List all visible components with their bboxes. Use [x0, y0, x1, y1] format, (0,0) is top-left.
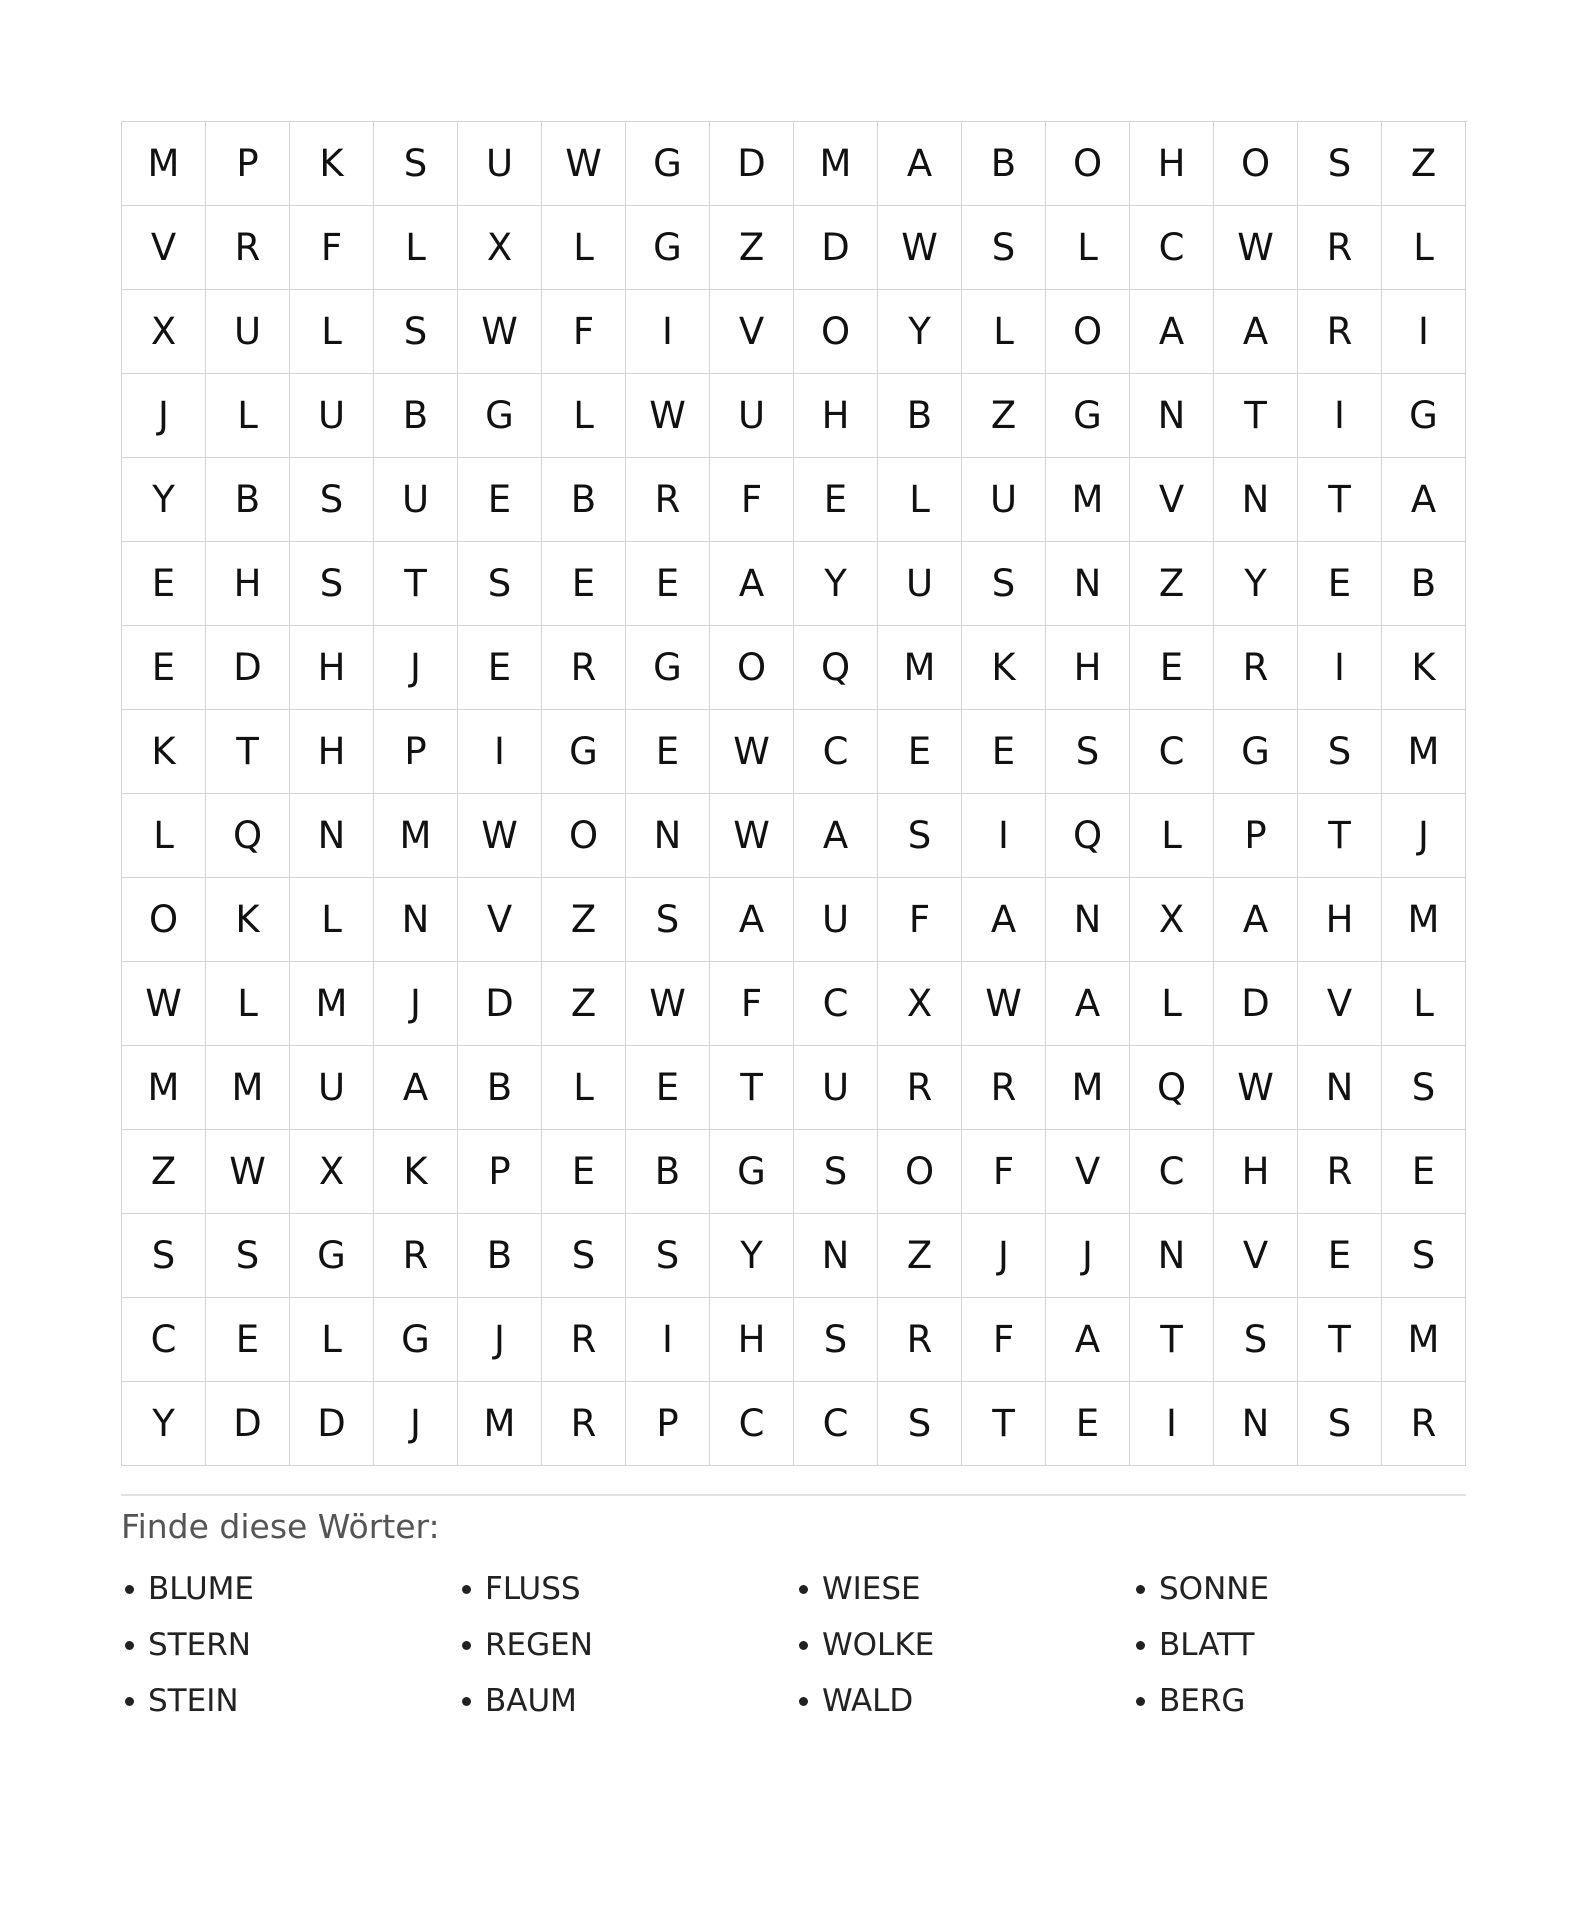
grid-cell[interactable]: U: [458, 122, 542, 206]
word-label: WOLKE: [822, 1627, 935, 1663]
grid-cell[interactable]: W: [542, 122, 626, 206]
grid-cell[interactable]: X: [122, 290, 206, 374]
grid-cell[interactable]: S: [794, 1130, 878, 1214]
grid-cell[interactable]: D: [206, 626, 290, 710]
grid-cell[interactable]: U: [794, 878, 878, 962]
grid-cell[interactable]: R: [542, 626, 626, 710]
bullet-icon: [125, 1641, 134, 1650]
grid-cell[interactable]: Z: [710, 206, 794, 290]
grid-cell[interactable]: C: [794, 710, 878, 794]
grid-cell[interactable]: Z: [1382, 122, 1466, 206]
grid-cell[interactable]: N: [626, 794, 710, 878]
grid-cell[interactable]: Z: [1130, 542, 1214, 626]
grid-cell[interactable]: N: [794, 1214, 878, 1298]
grid-cell[interactable]: G: [290, 1214, 374, 1298]
grid-cell[interactable]: G: [710, 1130, 794, 1214]
grid-cell[interactable]: C: [710, 1382, 794, 1466]
grid-cell[interactable]: W: [458, 794, 542, 878]
grid-cell[interactable]: O: [794, 290, 878, 374]
grid-cell[interactable]: L: [542, 374, 626, 458]
grid-cell[interactable]: E: [122, 626, 206, 710]
grid-cell[interactable]: C: [1130, 206, 1214, 290]
bullet-icon: [1136, 1641, 1145, 1650]
bullet-icon: [125, 1697, 134, 1706]
grid-cell[interactable]: S: [290, 458, 374, 542]
grid-cell[interactable]: I: [626, 1298, 710, 1382]
grid-cell[interactable]: V: [1130, 458, 1214, 542]
word-label: WALD: [822, 1683, 914, 1719]
grid-cell[interactable]: B: [962, 122, 1046, 206]
grid-cell[interactable]: L: [290, 290, 374, 374]
grid-cell[interactable]: D: [206, 1382, 290, 1466]
grid-cell[interactable]: L: [206, 374, 290, 458]
grid-cell[interactable]: K: [962, 626, 1046, 710]
grid-cell[interactable]: M: [374, 794, 458, 878]
grid-cell[interactable]: K: [206, 878, 290, 962]
grid-cell[interactable]: G: [626, 626, 710, 710]
grid-cell[interactable]: K: [122, 710, 206, 794]
grid-cell[interactable]: A: [374, 1046, 458, 1130]
grid-cell[interactable]: L: [374, 206, 458, 290]
grid-cell[interactable]: S: [1382, 1046, 1466, 1130]
word-list-item: [1132, 1683, 1469, 1719]
grid-cell[interactable]: R: [1298, 290, 1382, 374]
grid-cell[interactable]: I: [626, 290, 710, 374]
grid-cell[interactable]: M: [206, 1046, 290, 1130]
grid-cell[interactable]: R: [878, 1046, 962, 1130]
grid-cell[interactable]: S: [626, 878, 710, 962]
grid-cell[interactable]: J: [1382, 794, 1466, 878]
grid-cell[interactable]: L: [542, 1046, 626, 1130]
grid-cell[interactable]: V: [1214, 1214, 1298, 1298]
bullet-icon: [799, 1585, 808, 1594]
bullet-icon: [1136, 1697, 1145, 1706]
grid-cell[interactable]: L: [542, 206, 626, 290]
grid-cell[interactable]: G: [1214, 710, 1298, 794]
grid-cell[interactable]: O: [1214, 122, 1298, 206]
grid-cell[interactable]: H: [710, 1298, 794, 1382]
grid-cell[interactable]: W: [1214, 1046, 1298, 1130]
grid-cell[interactable]: R: [878, 1298, 962, 1382]
grid-cell[interactable]: R: [1214, 626, 1298, 710]
grid-cell[interactable]: K: [290, 122, 374, 206]
grid-cell[interactable]: E: [794, 458, 878, 542]
grid-cell[interactable]: N: [1130, 1214, 1214, 1298]
grid-cell[interactable]: F: [962, 1130, 1046, 1214]
grid-cell[interactable]: V: [1046, 1130, 1130, 1214]
grid-cell[interactable]: W: [878, 206, 962, 290]
bullet-icon: [462, 1585, 471, 1594]
grid-cell[interactable]: E: [626, 542, 710, 626]
grid-cell[interactable]: E: [626, 710, 710, 794]
grid-cell[interactable]: Z: [878, 1214, 962, 1298]
grid-cell[interactable]: F: [290, 206, 374, 290]
grid-cell[interactable]: W: [710, 794, 794, 878]
grid-cell[interactable]: E: [1298, 1214, 1382, 1298]
bullet-icon: [125, 1585, 134, 1594]
grid-cell[interactable]: V: [710, 290, 794, 374]
grid-cell[interactable]: C: [794, 962, 878, 1046]
grid-cell[interactable]: V: [122, 206, 206, 290]
word-search-page: [121, 121, 1463, 1719]
grid-cell[interactable]: C: [1130, 1130, 1214, 1214]
grid-cell[interactable]: A: [1046, 962, 1130, 1046]
grid-cell[interactable]: B: [458, 1046, 542, 1130]
grid-cell[interactable]: H: [290, 710, 374, 794]
grid-cell[interactable]: O: [122, 878, 206, 962]
grid-cell[interactable]: M: [878, 626, 962, 710]
grid-cell[interactable]: S: [626, 1214, 710, 1298]
grid-cell[interactable]: E: [542, 542, 626, 626]
grid-cell[interactable]: W: [122, 962, 206, 1046]
grid-cell[interactable]: S: [1298, 710, 1382, 794]
word-list-item: [1132, 1627, 1469, 1663]
grid-cell[interactable]: G: [1382, 374, 1466, 458]
grid-cell[interactable]: D: [1214, 962, 1298, 1046]
grid-cell[interactable]: L: [962, 290, 1046, 374]
grid-cell[interactable]: J: [374, 962, 458, 1046]
grid-cell[interactable]: T: [1298, 794, 1382, 878]
grid-cell[interactable]: T: [374, 542, 458, 626]
grid-cell[interactable]: T: [1298, 1298, 1382, 1382]
grid-cell[interactable]: A: [878, 122, 962, 206]
grid-cell[interactable]: W: [626, 374, 710, 458]
grid-cell[interactable]: S: [794, 1298, 878, 1382]
grid-cell[interactable]: A: [1382, 458, 1466, 542]
grid-cell[interactable]: N: [1214, 1382, 1298, 1466]
word-list: [121, 1571, 1463, 1719]
grid-cell[interactable]: R: [374, 1214, 458, 1298]
grid-cell[interactable]: F: [878, 878, 962, 962]
grid-cell[interactable]: B: [458, 1214, 542, 1298]
grid-cell[interactable]: N: [1214, 458, 1298, 542]
grid-cell[interactable]: R: [1382, 1382, 1466, 1466]
grid-cell[interactable]: U: [962, 458, 1046, 542]
grid-cell[interactable]: E: [542, 1130, 626, 1214]
grid-cell[interactable]: A: [710, 878, 794, 962]
grid-cell[interactable]: Y: [878, 290, 962, 374]
grid-cell[interactable]: A: [1214, 290, 1298, 374]
word-label: FLUSS: [485, 1571, 581, 1607]
grid-cell[interactable]: H: [1214, 1130, 1298, 1214]
grid-cell[interactable]: C: [1130, 710, 1214, 794]
word-label: SONNE: [1159, 1571, 1270, 1607]
grid-cell[interactable]: M: [122, 122, 206, 206]
grid-cell[interactable]: K: [374, 1130, 458, 1214]
grid-cell[interactable]: P: [626, 1382, 710, 1466]
grid-cell[interactable]: O: [878, 1130, 962, 1214]
letter-grid: [121, 121, 1467, 1466]
grid-cell[interactable]: B: [542, 458, 626, 542]
grid-cell[interactable]: W: [206, 1130, 290, 1214]
grid-cell[interactable]: D: [458, 962, 542, 1046]
grid-cell[interactable]: I: [458, 710, 542, 794]
grid-cell[interactable]: Q: [794, 626, 878, 710]
grid-cell[interactable]: I: [962, 794, 1046, 878]
grid-cell[interactable]: E: [1298, 542, 1382, 626]
grid-cell[interactable]: H: [1046, 626, 1130, 710]
grid-cell[interactable]: E: [458, 626, 542, 710]
grid-cell[interactable]: G: [626, 206, 710, 290]
word-label: REGEN: [485, 1627, 593, 1663]
grid-cell[interactable]: U: [206, 290, 290, 374]
grid-cell[interactable]: N: [290, 794, 374, 878]
grid-cell[interactable]: S: [1046, 710, 1130, 794]
grid-cell[interactable]: T: [962, 1382, 1046, 1466]
word-label: BLATT: [1159, 1627, 1255, 1663]
bullet-icon: [799, 1641, 808, 1650]
grid-cell[interactable]: U: [290, 374, 374, 458]
grid-cell[interactable]: H: [290, 626, 374, 710]
grid-cell[interactable]: B: [206, 458, 290, 542]
word-list-item: [121, 1571, 458, 1607]
grid-cell[interactable]: S: [1214, 1298, 1298, 1382]
grid-cell[interactable]: N: [1046, 542, 1130, 626]
word-label: BAUM: [485, 1683, 577, 1719]
grid-cell[interactable]: I: [1382, 290, 1466, 374]
word-list-item: [121, 1627, 458, 1663]
grid-cell[interactable]: A: [1130, 290, 1214, 374]
grid-cell[interactable]: Z: [542, 962, 626, 1046]
grid-cell[interactable]: U: [710, 374, 794, 458]
word-label: BLUME: [148, 1571, 255, 1607]
grid-cell[interactable]: X: [290, 1130, 374, 1214]
grid-cell[interactable]: E: [878, 710, 962, 794]
word-list-item: [795, 1571, 1132, 1607]
grid-cell[interactable]: A: [710, 542, 794, 626]
grid-cell[interactable]: S: [878, 794, 962, 878]
grid-cell[interactable]: T: [1298, 458, 1382, 542]
grid-cell[interactable]: O: [710, 626, 794, 710]
word-label: STEIN: [148, 1683, 239, 1719]
grid-cell[interactable]: P: [1214, 794, 1298, 878]
grid-cell[interactable]: G: [626, 122, 710, 206]
grid-cell[interactable]: G: [458, 374, 542, 458]
grid-cell[interactable]: M: [1046, 458, 1130, 542]
grid-cell[interactable]: N: [1298, 1046, 1382, 1130]
grid-cell[interactable]: D: [794, 206, 878, 290]
grid-cell[interactable]: E: [122, 542, 206, 626]
grid-cell[interactable]: B: [1382, 542, 1466, 626]
word-list-item: [795, 1627, 1132, 1663]
grid-cell[interactable]: N: [1130, 374, 1214, 458]
grid-cell[interactable]: T: [206, 710, 290, 794]
grid-cell[interactable]: P: [206, 122, 290, 206]
grid-cell[interactable]: X: [458, 206, 542, 290]
grid-cell[interactable]: H: [1298, 878, 1382, 962]
grid-cell[interactable]: M: [122, 1046, 206, 1130]
grid-cell[interactable]: M: [1382, 1298, 1466, 1382]
grid-cell[interactable]: Y: [1214, 542, 1298, 626]
grid-cell[interactable]: U: [374, 458, 458, 542]
grid-cell[interactable]: E: [1046, 1382, 1130, 1466]
grid-cell[interactable]: W: [1214, 206, 1298, 290]
grid-cell[interactable]: Z: [542, 878, 626, 962]
word-list-item: [1132, 1571, 1469, 1607]
grid-cell[interactable]: S: [962, 542, 1046, 626]
grid-cell[interactable]: S: [542, 1214, 626, 1298]
grid-cell[interactable]: J: [374, 626, 458, 710]
grid-cell[interactable]: P: [458, 1130, 542, 1214]
grid-cell[interactable]: W: [710, 710, 794, 794]
grid-cell[interactable]: S: [290, 542, 374, 626]
grid-cell[interactable]: A: [962, 878, 1046, 962]
grid-cell[interactable]: J: [1046, 1214, 1130, 1298]
word-label: BERG: [1159, 1683, 1246, 1719]
grid-cell[interactable]: B: [878, 374, 962, 458]
bullet-icon: [462, 1697, 471, 1706]
grid-cell[interactable]: E: [458, 458, 542, 542]
grid-cell[interactable]: E: [206, 1298, 290, 1382]
grid-cell[interactable]: H: [794, 374, 878, 458]
grid-cell[interactable]: F: [962, 1298, 1046, 1382]
grid-cell[interactable]: E: [1130, 626, 1214, 710]
word-list-item: [458, 1683, 795, 1719]
grid-cell[interactable]: M: [290, 962, 374, 1046]
grid-cell[interactable]: Z: [122, 1130, 206, 1214]
grid-cell[interactable]: L: [1382, 962, 1466, 1046]
grid-cell[interactable]: L: [1382, 206, 1466, 290]
grid-cell[interactable]: R: [206, 206, 290, 290]
grid-cell[interactable]: D: [710, 122, 794, 206]
grid-cell[interactable]: A: [1214, 878, 1298, 962]
grid-cell[interactable]: I: [1298, 374, 1382, 458]
word-label: STERN: [148, 1627, 251, 1663]
grid-cell[interactable]: F: [710, 458, 794, 542]
grid-cell[interactable]: U: [290, 1046, 374, 1130]
grid-cell[interactable]: S: [374, 122, 458, 206]
grid-cell[interactable]: M: [458, 1382, 542, 1466]
grid-cell[interactable]: L: [290, 1298, 374, 1382]
grid-cell[interactable]: Y: [122, 1382, 206, 1466]
grid-cell[interactable]: R: [542, 1382, 626, 1466]
grid-cell[interactable]: M: [794, 122, 878, 206]
divider: [121, 1494, 1466, 1496]
grid-cell[interactable]: R: [962, 1046, 1046, 1130]
grid-cell[interactable]: J: [458, 1298, 542, 1382]
grid-cell[interactable]: L: [878, 458, 962, 542]
grid-cell[interactable]: Y: [122, 458, 206, 542]
grid-cell[interactable]: W: [458, 290, 542, 374]
grid-cell[interactable]: Q: [1046, 794, 1130, 878]
grid-cell[interactable]: M: [1382, 878, 1466, 962]
grid-cell[interactable]: U: [878, 542, 962, 626]
grid-cell[interactable]: N: [1046, 878, 1130, 962]
grid-cell[interactable]: L: [1130, 794, 1214, 878]
grid-cell[interactable]: A: [1046, 1298, 1130, 1382]
grid-cell[interactable]: P: [374, 710, 458, 794]
grid-cell[interactable]: W: [962, 962, 1046, 1046]
bullet-icon: [1136, 1585, 1145, 1594]
grid-cell[interactable]: M: [1046, 1046, 1130, 1130]
grid-cell[interactable]: J: [962, 1214, 1046, 1298]
grid-cell[interactable]: D: [290, 1382, 374, 1466]
grid-cell[interactable]: A: [794, 794, 878, 878]
grid-cell[interactable]: Y: [794, 542, 878, 626]
grid-cell[interactable]: H: [206, 542, 290, 626]
grid-cell[interactable]: L: [1130, 962, 1214, 1046]
word-list-heading: Finde diese Wörter:: [121, 1507, 440, 1546]
grid-cell[interactable]: F: [710, 962, 794, 1046]
word-label: WIESE: [822, 1571, 921, 1607]
grid-cell[interactable]: K: [1382, 626, 1466, 710]
bullet-icon: [462, 1641, 471, 1650]
grid-cell[interactable]: X: [1130, 878, 1214, 962]
grid-cell[interactable]: Q: [1130, 1046, 1214, 1130]
grid-cell[interactable]: S: [374, 290, 458, 374]
grid-cell[interactable]: F: [542, 290, 626, 374]
grid-cell[interactable]: S: [1298, 122, 1382, 206]
grid-cell[interactable]: S: [878, 1382, 962, 1466]
bullet-icon: [799, 1697, 808, 1706]
grid-cell[interactable]: E: [962, 710, 1046, 794]
grid-cell[interactable]: G: [1046, 374, 1130, 458]
grid-cell[interactable]: C: [122, 1298, 206, 1382]
grid-cell[interactable]: S: [122, 1214, 206, 1298]
grid-cell[interactable]: S: [458, 542, 542, 626]
grid-cell[interactable]: O: [1046, 122, 1130, 206]
grid-cell[interactable]: S: [962, 206, 1046, 290]
grid-cell[interactable]: V: [1298, 962, 1382, 1046]
grid-cell[interactable]: B: [374, 374, 458, 458]
grid-cell[interactable]: T: [1130, 1298, 1214, 1382]
grid-cell[interactable]: E: [1382, 1130, 1466, 1214]
grid-cell[interactable]: M: [1382, 710, 1466, 794]
grid-cell[interactable]: R: [1298, 206, 1382, 290]
grid-cell[interactable]: L: [206, 962, 290, 1046]
grid-cell[interactable]: B: [626, 1130, 710, 1214]
grid-cell[interactable]: I: [1130, 1382, 1214, 1466]
grid-cell[interactable]: T: [1214, 374, 1298, 458]
grid-cell[interactable]: R: [1298, 1130, 1382, 1214]
grid-cell[interactable]: Q: [206, 794, 290, 878]
grid-cell[interactable]: R: [626, 458, 710, 542]
grid-cell[interactable]: J: [122, 374, 206, 458]
grid-cell[interactable]: J: [374, 1382, 458, 1466]
word-list-item: [458, 1571, 795, 1607]
grid-cell[interactable]: W: [626, 962, 710, 1046]
grid-cell[interactable]: V: [458, 878, 542, 962]
grid-cell[interactable]: G: [374, 1298, 458, 1382]
word-list-item: [458, 1627, 795, 1663]
grid-cell[interactable]: N: [374, 878, 458, 962]
grid-cell[interactable]: T: [710, 1046, 794, 1130]
grid-cell[interactable]: U: [794, 1046, 878, 1130]
grid-cell[interactable]: O: [1046, 290, 1130, 374]
grid-cell[interactable]: O: [542, 794, 626, 878]
grid-cell[interactable]: E: [626, 1046, 710, 1130]
grid-cell[interactable]: L: [1046, 206, 1130, 290]
word-list-item: [795, 1683, 1132, 1719]
grid-cell[interactable]: L: [122, 794, 206, 878]
grid-cell[interactable]: Y: [710, 1214, 794, 1298]
word-list-item: [121, 1683, 458, 1719]
grid-cell[interactable]: I: [1298, 626, 1382, 710]
grid-cell[interactable]: G: [542, 710, 626, 794]
grid-cell[interactable]: H: [1130, 122, 1214, 206]
grid-cell[interactable]: S: [206, 1214, 290, 1298]
grid-cell[interactable]: X: [878, 962, 962, 1046]
grid-cell[interactable]: S: [1382, 1214, 1466, 1298]
grid-cell[interactable]: Z: [962, 374, 1046, 458]
grid-cell[interactable]: S: [1298, 1382, 1382, 1466]
grid-cell[interactable]: C: [794, 1382, 878, 1466]
grid-cell[interactable]: L: [290, 878, 374, 962]
grid-cell[interactable]: R: [542, 1298, 626, 1382]
